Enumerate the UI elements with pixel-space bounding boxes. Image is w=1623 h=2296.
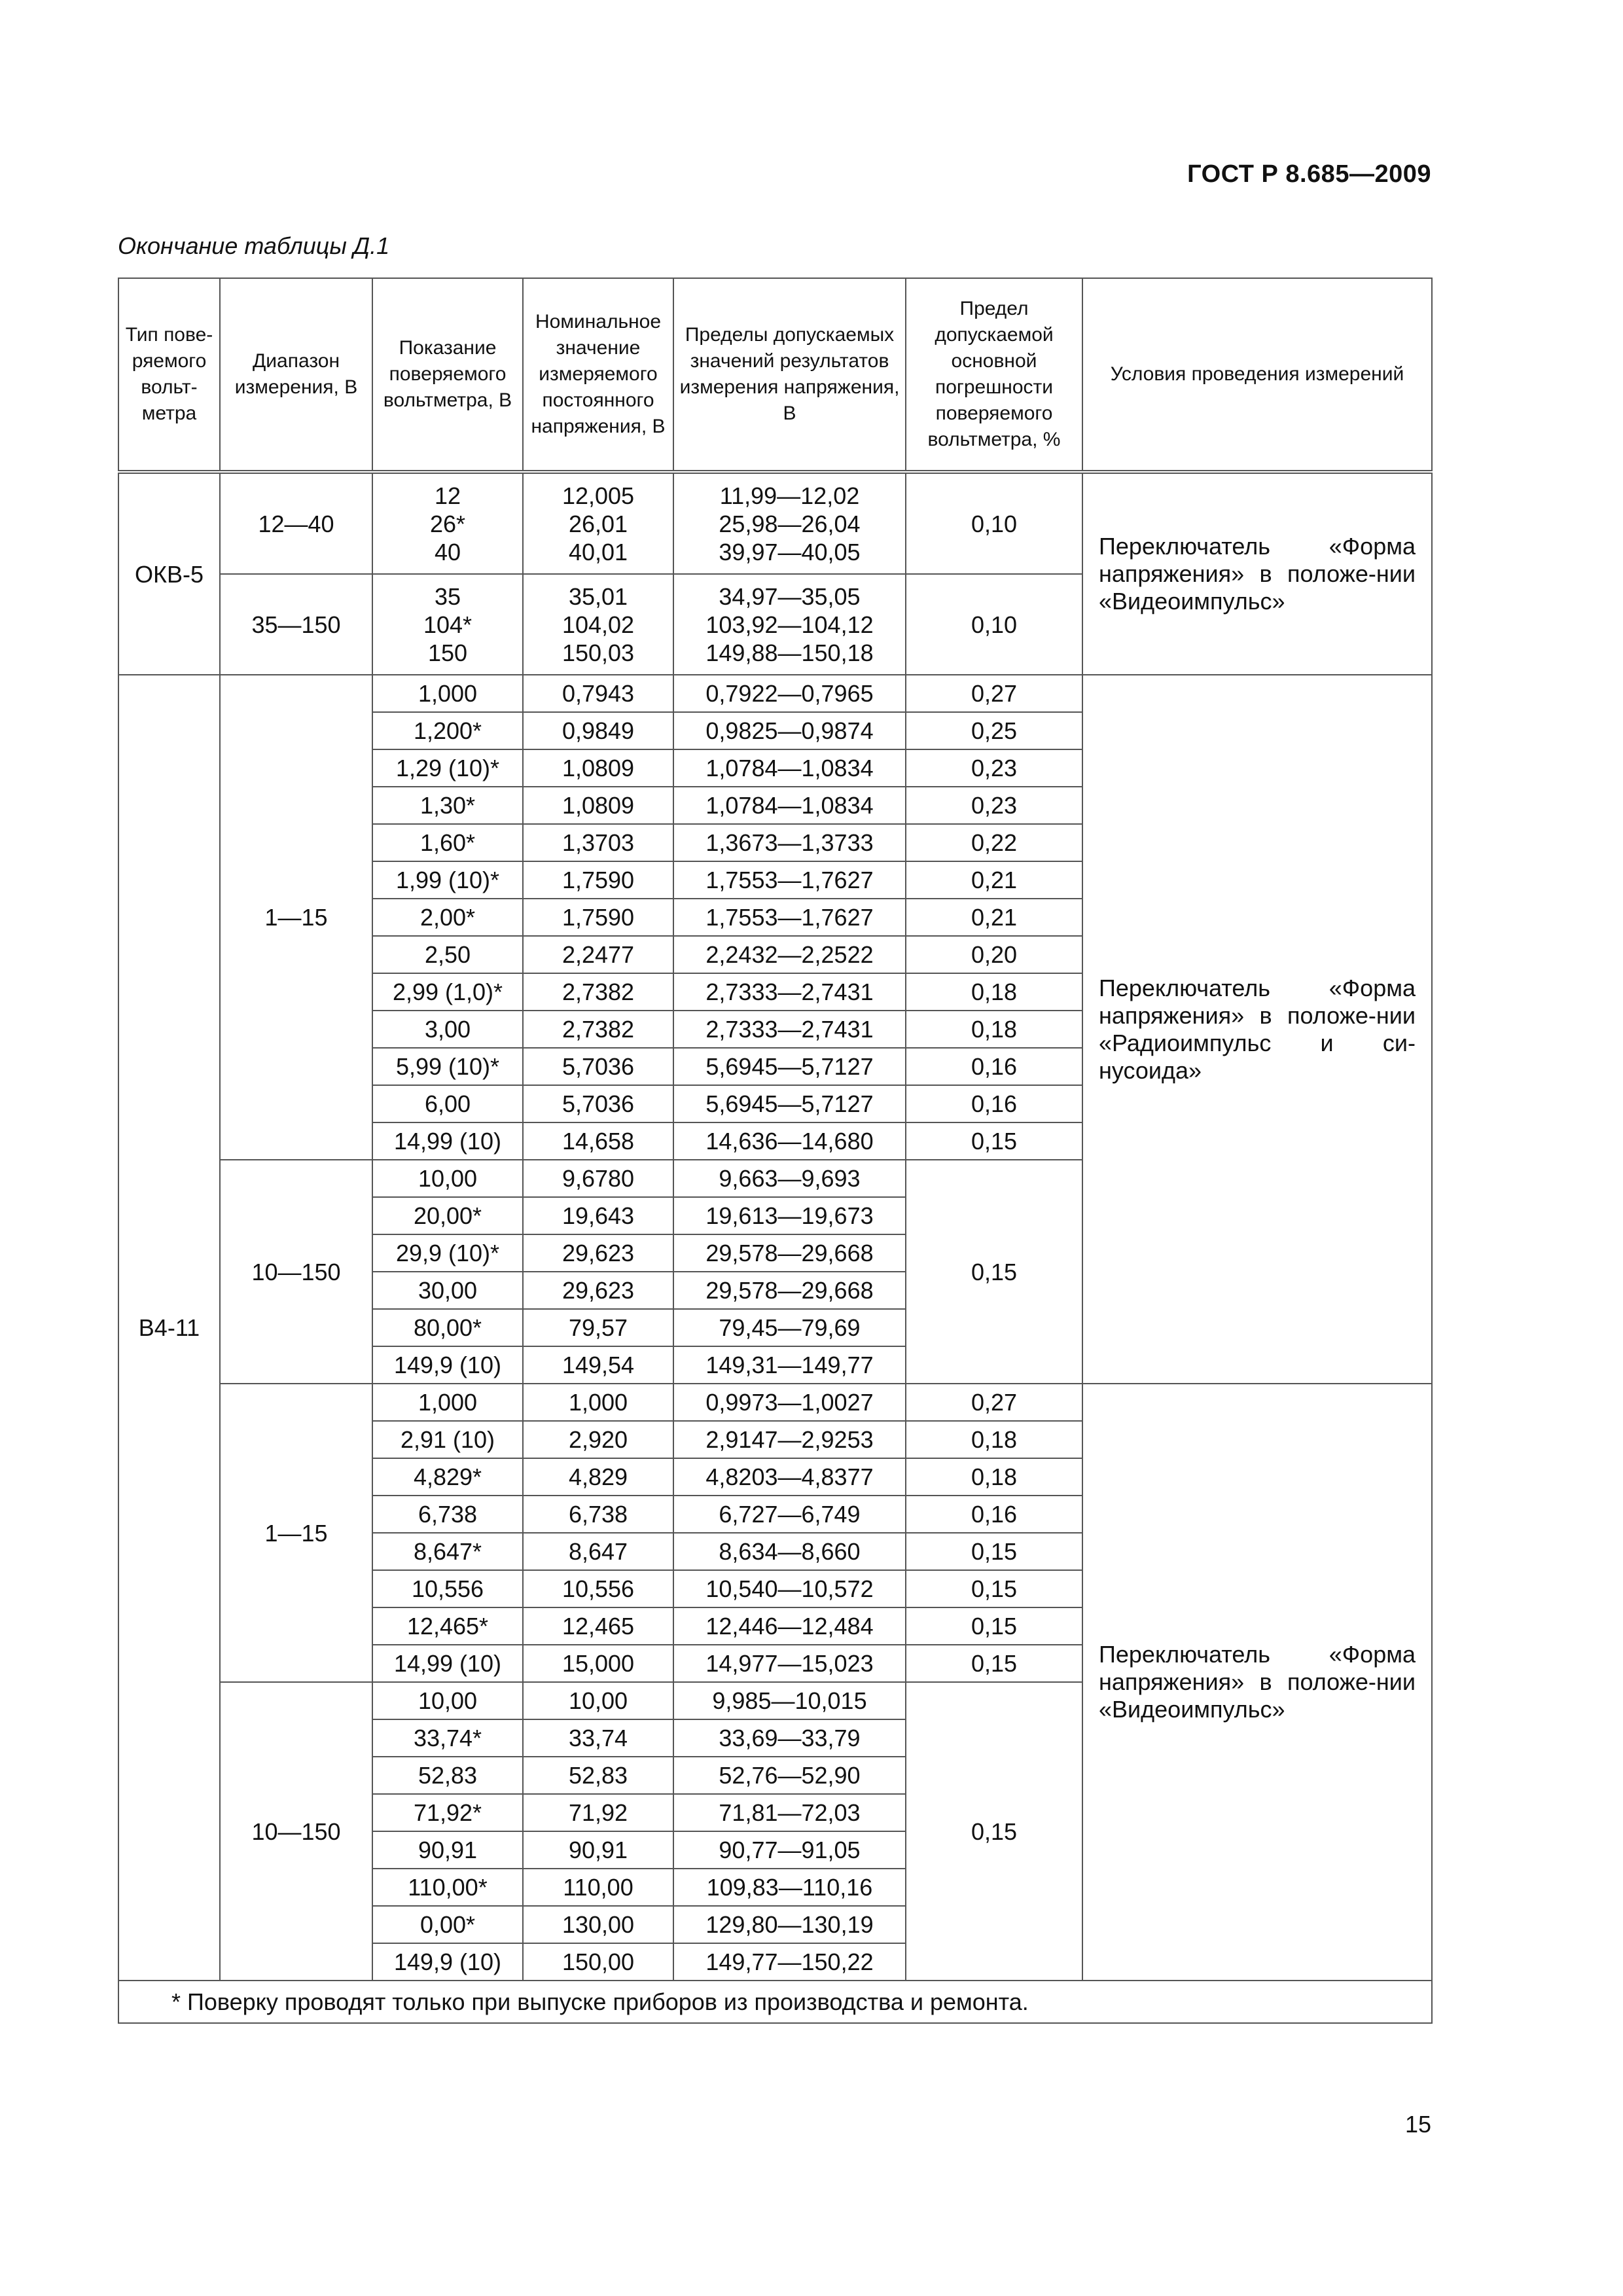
- header-limits: Пределы допускаемых значений результатов измерения напряжения, В: [673, 278, 906, 472]
- limits-cell: 2,7333—2,7431: [673, 1011, 906, 1048]
- document-code: ГОСТ Р 8.685—2009: [1187, 160, 1431, 188]
- nominal-cell: 1,7590: [523, 861, 673, 899]
- error-cell: 0,16: [906, 1085, 1082, 1122]
- limits-cell: 5,6945—5,7127: [673, 1048, 906, 1085]
- error-cell: 0,18: [906, 1458, 1082, 1496]
- reading-cell: 1,99 (10)*: [372, 861, 523, 899]
- error-cell: 0,21: [906, 899, 1082, 936]
- error-cell: 0,15: [906, 1682, 1082, 1981]
- range-cell: 10—150: [220, 1160, 372, 1384]
- reading-cell: 20,00*: [372, 1197, 523, 1234]
- nominal-cell: 0,7943: [523, 675, 673, 712]
- nominal-cell: 29,623: [523, 1272, 673, 1309]
- reading-cell: 0,00*: [372, 1906, 523, 1943]
- error-cell: 0,18: [906, 1011, 1082, 1048]
- reading-cell: 2,91 (10): [372, 1421, 523, 1458]
- nominal-cell: 2,7382: [523, 1011, 673, 1048]
- reading-cell: 2,99 (1,0)*: [372, 973, 523, 1011]
- limits-cell: 149,77—150,22: [673, 1943, 906, 1981]
- limits-cell: 1,0784—1,0834: [673, 749, 906, 787]
- nominal-cell: 2,7382: [523, 973, 673, 1011]
- error-cell: 0,25: [906, 712, 1082, 749]
- error-cell: 0,21: [906, 861, 1082, 899]
- reading-cell: 1,30*: [372, 787, 523, 824]
- limits-cell: 0,7922—0,7965: [673, 675, 906, 712]
- table-caption: Окончание таблицы Д.1: [118, 232, 390, 259]
- limits-cell: 34,97—35,05 103,92—104,12 149,88—150,18: [673, 574, 906, 675]
- header-conditions: Условия проведения измерений: [1082, 278, 1432, 472]
- limits-cell: 12,446—12,484: [673, 1607, 906, 1645]
- reading-cell: 5,99 (10)*: [372, 1048, 523, 1085]
- limits-cell: 1,0784—1,0834: [673, 787, 906, 824]
- error-cell: 0,15: [906, 1607, 1082, 1645]
- error-cell: 0,18: [906, 973, 1082, 1011]
- reading-cell: 80,00*: [372, 1309, 523, 1346]
- limits-cell: 1,7553—1,7627: [673, 899, 906, 936]
- limits-cell: 52,76—52,90: [673, 1757, 906, 1794]
- limits-cell: 4,8203—4,8377: [673, 1458, 906, 1496]
- error-cell: 0,10: [906, 472, 1082, 574]
- reading-cell: 14,99 (10): [372, 1645, 523, 1682]
- nominal-cell: 0,9849: [523, 712, 673, 749]
- error-cell: 0,23: [906, 749, 1082, 787]
- limits-cell: 1,3673—1,3733: [673, 824, 906, 861]
- reading-cell: 2,50: [372, 936, 523, 973]
- table-header-row: [118, 278, 1432, 472]
- limits-cell: 2,2432—2,2522: [673, 936, 906, 973]
- reading-cell: 10,00: [372, 1160, 523, 1197]
- voltmeter-type-cell: В4-11: [118, 675, 220, 1981]
- nominal-cell: 33,74: [523, 1719, 673, 1757]
- range-cell: 35—150: [220, 574, 372, 675]
- footnote-row: [118, 1981, 1432, 2023]
- range-cell: 1—15: [220, 675, 372, 1160]
- limits-cell: 149,31—149,77: [673, 1346, 906, 1384]
- reading-cell: 14,99 (10): [372, 1122, 523, 1160]
- nominal-cell: 4,829: [523, 1458, 673, 1496]
- nominal-cell: 130,00: [523, 1906, 673, 1943]
- range-cell: 12—40: [220, 472, 372, 574]
- limits-cell: 0,9825—0,9874: [673, 712, 906, 749]
- limits-cell: 2,7333—2,7431: [673, 973, 906, 1011]
- error-cell: 0,16: [906, 1496, 1082, 1533]
- reading-cell: 10,556: [372, 1570, 523, 1607]
- header-error: Предел допускаемой основной погрешности поверяемого вольтметра, %: [906, 278, 1082, 472]
- error-cell: 0,15: [906, 1570, 1082, 1607]
- limits-cell: 19,613—19,673: [673, 1197, 906, 1234]
- limits-cell: 9,663—9,693: [673, 1160, 906, 1197]
- reading-cell: 149,9 (10): [372, 1346, 523, 1384]
- reading-cell: 8,647*: [372, 1533, 523, 1570]
- conditions-cell: Переключатель «Форма напряжения» в положе-нии «Видеоимпульс»: [1082, 1384, 1432, 1981]
- error-cell: 0,27: [906, 675, 1082, 712]
- header-voltmeter-type: Тип пове-ряемого вольт-метра: [118, 278, 220, 472]
- range-cell: 10—150: [220, 1682, 372, 1981]
- error-cell: 0,15: [906, 1533, 1082, 1570]
- limits-cell: 14,636—14,680: [673, 1122, 906, 1160]
- nominal-cell: 6,738: [523, 1496, 673, 1533]
- limits-cell: 5,6945—5,7127: [673, 1085, 906, 1122]
- nominal-cell: 52,83: [523, 1757, 673, 1794]
- error-cell: 0,23: [906, 787, 1082, 824]
- reading-cell: 29,9 (10)*: [372, 1234, 523, 1272]
- limits-cell: 29,578—29,668: [673, 1272, 906, 1309]
- nominal-cell: 150,00: [523, 1943, 673, 1981]
- table-row: [118, 1384, 1432, 1421]
- nominal-cell: 90,91: [523, 1831, 673, 1869]
- reading-cell: 33,74*: [372, 1719, 523, 1757]
- nominal-cell: 5,7036: [523, 1048, 673, 1085]
- voltmeter-type-cell: ОКВ-5: [118, 472, 220, 675]
- header-reading: Показание поверяемого вольтметра, В: [372, 278, 523, 472]
- nominal-cell: 1,7590: [523, 899, 673, 936]
- range-cell: 1—15: [220, 1384, 372, 1682]
- limits-cell: 71,81—72,03: [673, 1794, 906, 1831]
- reading-cell: 71,92*: [372, 1794, 523, 1831]
- nominal-cell: 35,01 104,02 150,03: [523, 574, 673, 675]
- nominal-cell: 5,7036: [523, 1085, 673, 1122]
- reading-cell: 2,00*: [372, 899, 523, 936]
- error-cell: 0,15: [906, 1122, 1082, 1160]
- nominal-cell: 15,000: [523, 1645, 673, 1682]
- nominal-cell: 1,3703: [523, 824, 673, 861]
- nominal-cell: 79,57: [523, 1309, 673, 1346]
- table-row: [118, 675, 1432, 712]
- nominal-cell: 8,647: [523, 1533, 673, 1570]
- limits-cell: 9,985—10,015: [673, 1682, 906, 1719]
- nominal-cell: 29,623: [523, 1234, 673, 1272]
- reading-cell: 1,60*: [372, 824, 523, 861]
- reading-cell: 10,00: [372, 1682, 523, 1719]
- reading-cell: 1,000: [372, 675, 523, 712]
- reading-cell: 3,00: [372, 1011, 523, 1048]
- limits-cell: 11,99—12,02 25,98—26,04 39,97—40,05: [673, 472, 906, 574]
- limits-cell: 6,727—6,749: [673, 1496, 906, 1533]
- conditions-cell: Переключатель «Форма напряжения» в положе-нии «Видеоимпульс»: [1082, 472, 1432, 675]
- reading-cell: 6,738: [372, 1496, 523, 1533]
- limits-cell: 29,578—29,668: [673, 1234, 906, 1272]
- reading-cell: 1,200*: [372, 712, 523, 749]
- error-cell: 0,18: [906, 1421, 1082, 1458]
- reading-cell: 1,29 (10)*: [372, 749, 523, 787]
- nominal-cell: 10,00: [523, 1682, 673, 1719]
- reading-cell: 12 26* 40: [372, 472, 523, 574]
- reading-cell: 1,000: [372, 1384, 523, 1421]
- nominal-cell: 10,556: [523, 1570, 673, 1607]
- nominal-cell: 2,2477: [523, 936, 673, 973]
- limits-cell: 14,977—15,023: [673, 1645, 906, 1682]
- nominal-cell: 1,0809: [523, 787, 673, 824]
- conditions-cell: Переключатель «Форма напряжения» в положе-нии «Радиоимпульс и си-нусоида»: [1082, 675, 1432, 1384]
- error-cell: 0,10: [906, 574, 1082, 675]
- page-number: 15: [1404, 2111, 1431, 2138]
- reading-cell: 110,00*: [372, 1869, 523, 1906]
- limits-cell: 33,69—33,79: [673, 1719, 906, 1757]
- reading-cell: 90,91: [372, 1831, 523, 1869]
- header-nominal: Номинальное значение измеряемого постоянного напряжения, В: [523, 278, 673, 472]
- reading-cell: 30,00: [372, 1272, 523, 1309]
- reading-cell: 149,9 (10): [372, 1943, 523, 1981]
- limits-cell: 10,540—10,572: [673, 1570, 906, 1607]
- nominal-cell: 149,54: [523, 1346, 673, 1384]
- verification-table: [118, 278, 1433, 2024]
- nominal-cell: 12,005 26,01 40,01: [523, 472, 673, 574]
- nominal-cell: 1,000: [523, 1384, 673, 1421]
- reading-cell: 35 104* 150: [372, 574, 523, 675]
- error-cell: 0,27: [906, 1384, 1082, 1421]
- limits-cell: 1,7553—1,7627: [673, 861, 906, 899]
- nominal-cell: 110,00: [523, 1869, 673, 1906]
- nominal-cell: 12,465: [523, 1607, 673, 1645]
- nominal-cell: 71,92: [523, 1794, 673, 1831]
- reading-cell: 12,465*: [372, 1607, 523, 1645]
- error-cell: 0,22: [906, 824, 1082, 861]
- limits-cell: 2,9147—2,9253: [673, 1421, 906, 1458]
- nominal-cell: 2,920: [523, 1421, 673, 1458]
- error-cell: 0,15: [906, 1645, 1082, 1682]
- error-cell: 0,15: [906, 1160, 1082, 1384]
- footnote: * Поверку проводят только при выпуске приборов из производства и ремонта.: [118, 1981, 1432, 2023]
- table-row: [118, 472, 1432, 574]
- nominal-cell: 19,643: [523, 1197, 673, 1234]
- error-cell: 0,20: [906, 936, 1082, 973]
- nominal-cell: 14,658: [523, 1122, 673, 1160]
- table-body: [118, 472, 1432, 1981]
- limits-cell: 0,9973—1,0027: [673, 1384, 906, 1421]
- reading-cell: 52,83: [372, 1757, 523, 1794]
- limits-cell: 109,83—110,16: [673, 1869, 906, 1906]
- header-range: Диапазон измерения, В: [220, 278, 372, 472]
- limits-cell: 79,45—79,69: [673, 1309, 906, 1346]
- reading-cell: 4,829*: [372, 1458, 523, 1496]
- nominal-cell: 9,6780: [523, 1160, 673, 1197]
- limits-cell: 90,77—91,05: [673, 1831, 906, 1869]
- nominal-cell: 1,0809: [523, 749, 673, 787]
- limits-cell: 8,634—8,660: [673, 1533, 906, 1570]
- reading-cell: 6,00: [372, 1085, 523, 1122]
- error-cell: 0,16: [906, 1048, 1082, 1085]
- limits-cell: 129,80—130,19: [673, 1906, 906, 1943]
